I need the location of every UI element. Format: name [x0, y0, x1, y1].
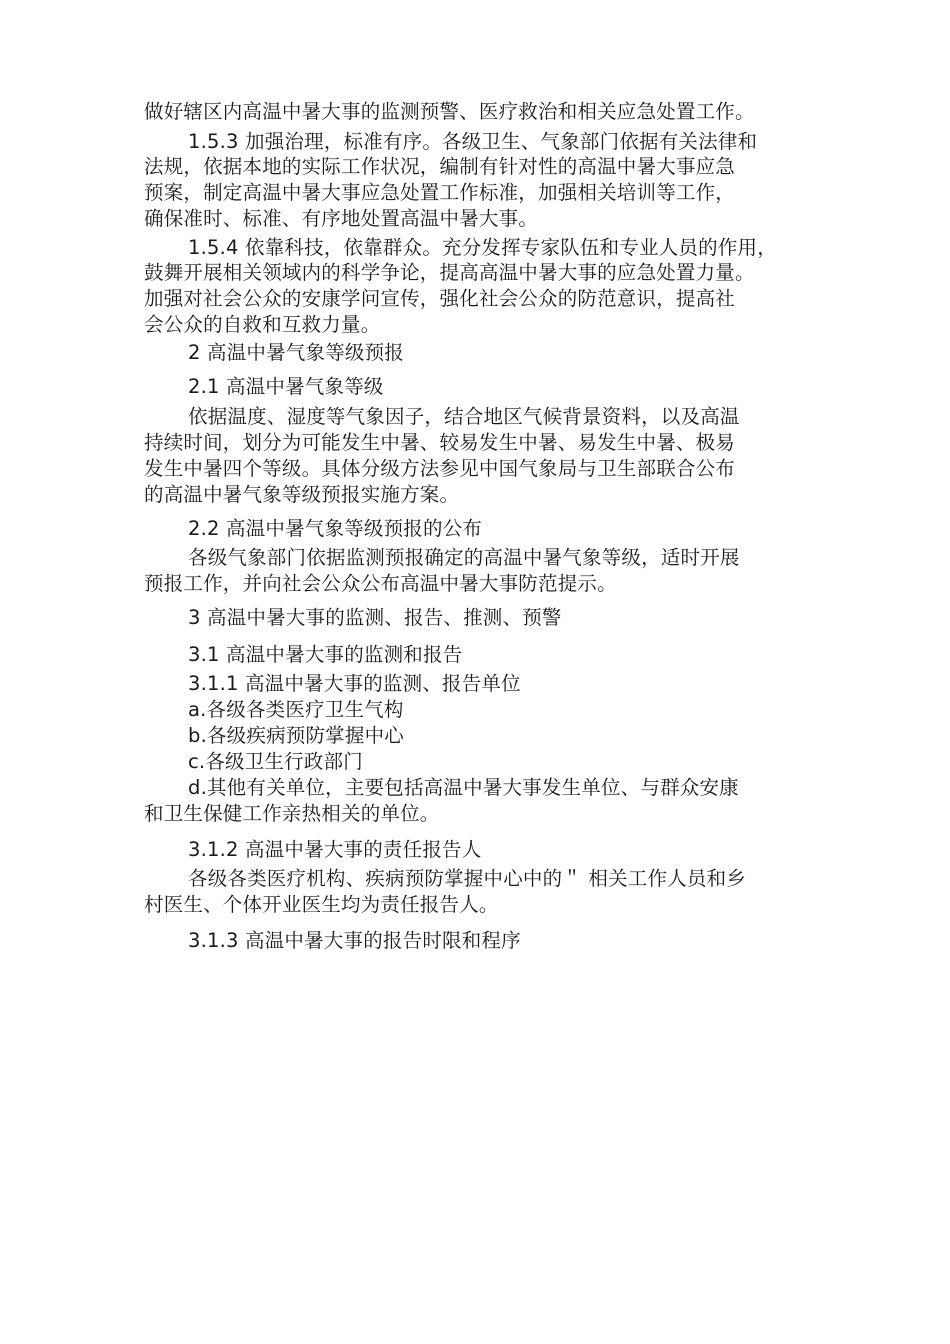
text-line: 预报工作，并向社会公众公布高温中暑大事防范提示。 — [144, 572, 617, 595]
text-line: 会公众的自救和互救力量。 — [144, 313, 381, 336]
heading-3: 3 高温中暑大事的监测、报告、推测、预警 — [188, 606, 562, 629]
heading-3-1-2: 3.1.2 高温中暑大事的责任报告人 — [188, 838, 482, 861]
list-item-d: d.其他有关单位，主要包括高温中暑大事发生单位、与群众安康 — [188, 776, 739, 799]
heading-2: 2 高温中暑气象等级预报 — [188, 341, 405, 364]
text-line: 鼓舞开展相关领域内的科学争论，提高高温中暑大事的应急处置力量。 — [144, 261, 755, 284]
text-line: 各级气象部门依据监测预报确定的高温中暑气象等级，适时开展 — [188, 546, 740, 569]
text-line: 和卫生保健工作亲热相关的单位。 — [144, 802, 440, 825]
heading-2-2: 2.2 高温中暑气象等级预报的公布 — [188, 517, 483, 540]
heading-3-1: 3.1 高温中暑大事的监测和报告 — [188, 643, 463, 666]
text-line: 做好辖区内高温中暑大事的监测预警、医疗救治和相关应急处置工作。 — [144, 100, 755, 123]
text-line: 法规，依据本地的实际工作状况，编制有针对性的高温中暑大事应急 — [144, 155, 736, 178]
text-line: 的高温中暑气象等级预报实施方案。 — [144, 483, 460, 506]
section-1-5-3-line: 1.5.3 加强治理，标准有序。各级卫生、气象部门依据有关法律和 — [188, 130, 758, 153]
text-line: 加强对社会公众的安康学问宣传，强化社会公众的防范意识，提高社 — [144, 287, 736, 310]
heading-3-1-3: 3.1.3 高温中暑大事的报告时限和程序 — [188, 929, 521, 952]
text-line: 发生中暑四个等级。具体分级方法参见中国气象局与卫生部联合公布 — [144, 457, 736, 480]
section-1-5-4-line: 1.5.4 依靠科技，依靠群众。充分发挥专家队伍和专业人员的作用， — [188, 236, 777, 259]
text-line: 预案，制定高温中暑大事应急处置工作标准，加强相关培训等工作， — [144, 181, 736, 204]
text-line: 依据温度、湿度等气象因子，结合地区气候背景资料，以及高温 — [188, 405, 740, 428]
text-line: 持续时间，划分为可能发生中暑、较易发生中暑、易发生中暑、极易 — [144, 431, 736, 454]
list-item-b: b.各级疾病预防掌握中心 — [188, 724, 404, 747]
list-item-a: a.各级各类医疗卫生气构 — [188, 698, 404, 721]
text-line: 村医生、个体开业医生均为责任报告人。 — [144, 893, 499, 916]
heading-3-1-1: 3.1.1 高温中暑大事的监测、报告单位 — [188, 672, 521, 695]
list-item-c: c.各级卫生行政部门 — [188, 750, 363, 773]
text-line: 各级各类医疗机构、疾病预防掌握中心中的＂ 相关工作人员和乡 — [188, 867, 746, 890]
heading-2-1: 2.1 高温中暑气象等级 — [188, 375, 384, 398]
text-line: 确保准时、标准、有序地处置高温中暑大事。 — [144, 207, 539, 230]
